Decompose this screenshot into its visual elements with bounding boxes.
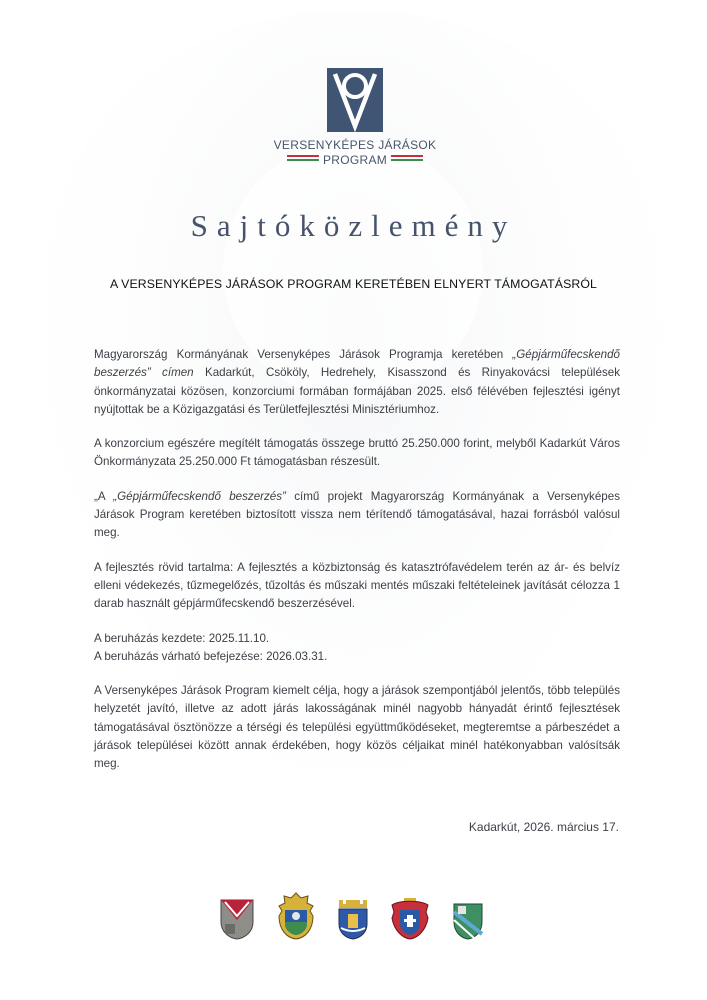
body-text — [94, 346, 620, 790]
paragraph-project-end: című projekt Magyarország Kormányának a Versenyképes Járások Program keretében biztosított vissza nem térítendő támogatásával, hazai forrásból valósul meg. — [94, 489, 620, 540]
csokoly-crest-icon — [277, 892, 315, 940]
program-logo — [260, 68, 450, 169]
flag-lines — [287, 153, 423, 169]
paragraph-project-start: „A — [94, 489, 114, 503]
place-and-date: Kadarkút, 2026. március 17. — [468, 820, 619, 834]
program-name — [260, 138, 450, 169]
hedrehely-crest-icon — [337, 898, 369, 940]
paragraph-funding: A konzorcium egészére megítélt támogatás összege bruttó 25.250.000 forint, melyből Kadarkút Város Önkormányzata 25.250.000 Ft támogatásban részesült. — [94, 437, 620, 469]
page-subtitle: A VERSENYKÉPES JÁRÁSOK PROGRAM KERETÉBEN ELNYERT TÁMOGATÁSRÓL — [110, 277, 597, 291]
paragraph-intro-end: Kadarkút, Csököly, Hedrehely, Kisasszond és Rinyakovácsi települések önkormányzatai közösen, konzorciumi formában formájában 2025. első félévében fejlesztési igényt nyújtottak be a Közigazgatási és Területfejlesztési Minisztériumhoz. — [94, 366, 620, 416]
paragraph-intro-start: Magyarország Kormányának Versenyképes Járások Programja keretében — [94, 348, 513, 361]
paragraph-goal: A Versenyképes Járások Program kiemelt célja, hogy a járások szempontjából jelentős, több település helyzetét javító, illetve az adott járás lakosságának minél nagyobb hányadát érintő fejlesztések támogatásával ösztönözze a térségi és települési együttműködéseket, megteremtse a párbeszédet a járások települései között annak érdekében, hogy közös céljaikat minél hatékonyabban valósítsák meg. — [94, 684, 620, 771]
kadarkut-crest-icon — [219, 898, 255, 940]
paragraph-intro — [94, 346, 620, 419]
page-title: Sajtóközlemény — [190, 208, 517, 243]
kisasszond-crest-icon — [390, 896, 430, 940]
start-date: A beruházás kezdete: 2025.11.10. — [94, 631, 270, 645]
program-name-line1: VERSENYKÉPES JÁRÁSOK — [273, 138, 437, 152]
end-date: A beruházás várható befejezése: 2026.03.31. — [94, 649, 328, 663]
paragraph-project — [94, 488, 620, 543]
project-title-italic: „Gépjárműfecskendő beszerzés” címen — [94, 348, 620, 380]
location-pin-logo-icon — [327, 68, 383, 132]
paragraph-content: A fejlesztés rövid tartalma: A fejlesztés a közbiztonság és katasztrófavédelem terén az ár- és belvíz elleni védekezés, tűzmegelőzés, tűzoltás és műszaki mentés műszaki feltételeinek javítását célozza 1 darab használt gépjárműfecskendő beszerzésével. — [94, 560, 620, 611]
project-title-italic-2: „Gépjárműfecskendő beszerzés” — [113, 489, 286, 503]
municipal-crests — [219, 892, 484, 940]
program-name-line2: PROGRAM — [319, 153, 391, 167]
rinyakovacsi-crest-icon — [452, 902, 484, 940]
